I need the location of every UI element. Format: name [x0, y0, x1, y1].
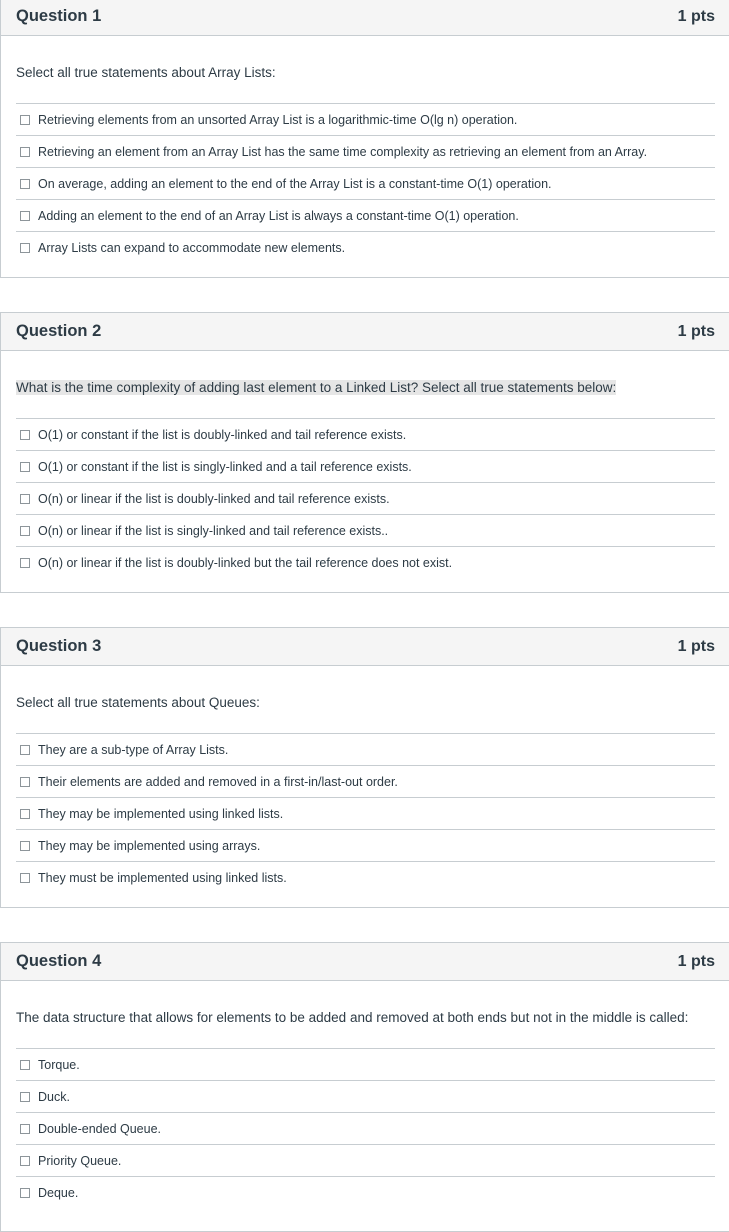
checkbox[interactable]	[20, 115, 30, 125]
answer-label: O(1) or constant if the list is doubly-linked and tail reference exists.	[38, 427, 407, 442]
answer-option[interactable]	[16, 232, 715, 263]
checkbox[interactable]	[20, 211, 30, 221]
question-1	[0, 0, 729, 278]
checkbox[interactable]	[20, 1060, 30, 1070]
checkbox[interactable]	[20, 526, 30, 536]
question-2	[0, 312, 729, 593]
answer-label: Retrieving an element from an Array List has the same time complexity as retrieving an element from an Array.	[38, 144, 648, 159]
question-text	[16, 1010, 715, 1048]
question-text-content: What is the time complexity of adding last element to a Linked List? Select all true statements below:	[16, 380, 617, 395]
answer-option[interactable]	[16, 483, 715, 515]
question-header	[1, 943, 729, 981]
answer-label: Their elements are added and removed in a first-in/last-out order.	[38, 774, 398, 789]
question-header	[1, 628, 729, 666]
question-title: Question 3	[16, 637, 102, 655]
question-points: 1 pts	[677, 952, 715, 970]
answer-option[interactable]	[16, 830, 715, 862]
question-text	[16, 695, 715, 733]
question-3	[0, 627, 729, 908]
answer-option[interactable]	[16, 1145, 715, 1177]
checkbox[interactable]	[20, 1188, 30, 1198]
answer-option[interactable]	[16, 419, 715, 451]
answer-label: On average, adding an element to the end of the Array List is a constant-time O(1) operation.	[38, 176, 552, 191]
answer-option[interactable]	[16, 734, 715, 766]
question-points: 1 pts	[677, 7, 715, 25]
answer-option[interactable]	[16, 798, 715, 830]
answer-label: Duck.	[38, 1089, 70, 1104]
answer-option[interactable]	[16, 1049, 715, 1081]
question-text-content: Select all true statements about Queues:	[16, 695, 260, 710]
answer-option[interactable]	[16, 168, 715, 200]
checkbox[interactable]	[20, 243, 30, 253]
answer-label: O(1) or constant if the list is singly-linked and a tail reference exists.	[38, 459, 412, 474]
answer-option[interactable]	[16, 766, 715, 798]
checkbox[interactable]	[20, 745, 30, 755]
question-header	[1, 313, 729, 351]
question-body	[1, 695, 729, 893]
answer-label: Double-ended Queue.	[38, 1121, 162, 1136]
question-body	[1, 1010, 729, 1208]
answer-list	[16, 103, 715, 263]
checkbox[interactable]	[20, 462, 30, 472]
checkbox[interactable]	[20, 777, 30, 787]
answer-label: They may be implemented using linked lists.	[38, 806, 284, 821]
answer-option[interactable]	[16, 547, 715, 578]
answer-label: O(n) or linear if the list is doubly-linked but the tail reference does not exist.	[38, 555, 453, 570]
question-title: Question 2	[16, 322, 102, 340]
question-text-content: Select all true statements about Array Lists:	[16, 65, 276, 80]
checkbox[interactable]	[20, 809, 30, 819]
answer-label: They must be implemented using linked lists.	[38, 870, 287, 885]
question-points: 1 pts	[677, 322, 715, 340]
question-text	[16, 380, 715, 418]
answer-label: Torque.	[38, 1057, 80, 1072]
checkbox[interactable]	[20, 430, 30, 440]
question-text-content: The data structure that allows for elements to be added and removed at both ends but not in the middle is called:	[16, 1010, 689, 1025]
answer-option[interactable]	[16, 451, 715, 483]
answer-label: Retrieving elements from an unsorted Array List is a logarithmic-time O(lg n) operation.	[38, 112, 518, 127]
checkbox[interactable]	[20, 147, 30, 157]
question-body	[1, 65, 729, 263]
question-header	[1, 0, 729, 36]
checkbox[interactable]	[20, 558, 30, 568]
answer-option[interactable]	[16, 862, 715, 893]
checkbox[interactable]	[20, 179, 30, 189]
checkbox[interactable]	[20, 494, 30, 504]
checkbox[interactable]	[20, 1092, 30, 1102]
question-points: 1 pts	[677, 637, 715, 655]
question-text	[16, 65, 715, 103]
answer-label: O(n) or linear if the list is doubly-linked and tail reference exists.	[38, 491, 390, 506]
answer-label: Adding an element to the end of an Array List is always a constant-time O(1) operation.	[38, 208, 519, 223]
answer-option[interactable]	[16, 200, 715, 232]
question-body	[1, 380, 729, 578]
question-title: Question 1	[16, 7, 102, 25]
answer-list	[16, 418, 715, 578]
answer-list	[16, 733, 715, 893]
answer-option[interactable]	[16, 515, 715, 547]
checkbox[interactable]	[20, 1156, 30, 1166]
answer-label: Deque.	[38, 1185, 79, 1200]
answer-option[interactable]	[16, 1177, 715, 1208]
question-4	[0, 942, 729, 1232]
answer-option[interactable]	[16, 104, 715, 136]
question-title: Question 4	[16, 952, 102, 970]
answer-option[interactable]	[16, 1113, 715, 1145]
answer-label: They may be implemented using arrays.	[38, 838, 261, 853]
answer-list	[16, 1048, 715, 1208]
checkbox[interactable]	[20, 841, 30, 851]
answer-option[interactable]	[16, 1081, 715, 1113]
answer-label: O(n) or linear if the list is singly-linked and tail reference exists..	[38, 523, 389, 538]
answer-label: Priority Queue.	[38, 1153, 122, 1168]
checkbox[interactable]	[20, 873, 30, 883]
answer-option[interactable]	[16, 136, 715, 168]
answer-label: Array Lists can expand to accommodate new elements.	[38, 240, 346, 255]
checkbox[interactable]	[20, 1124, 30, 1134]
answer-label: They are a sub-type of Array Lists.	[38, 742, 229, 757]
